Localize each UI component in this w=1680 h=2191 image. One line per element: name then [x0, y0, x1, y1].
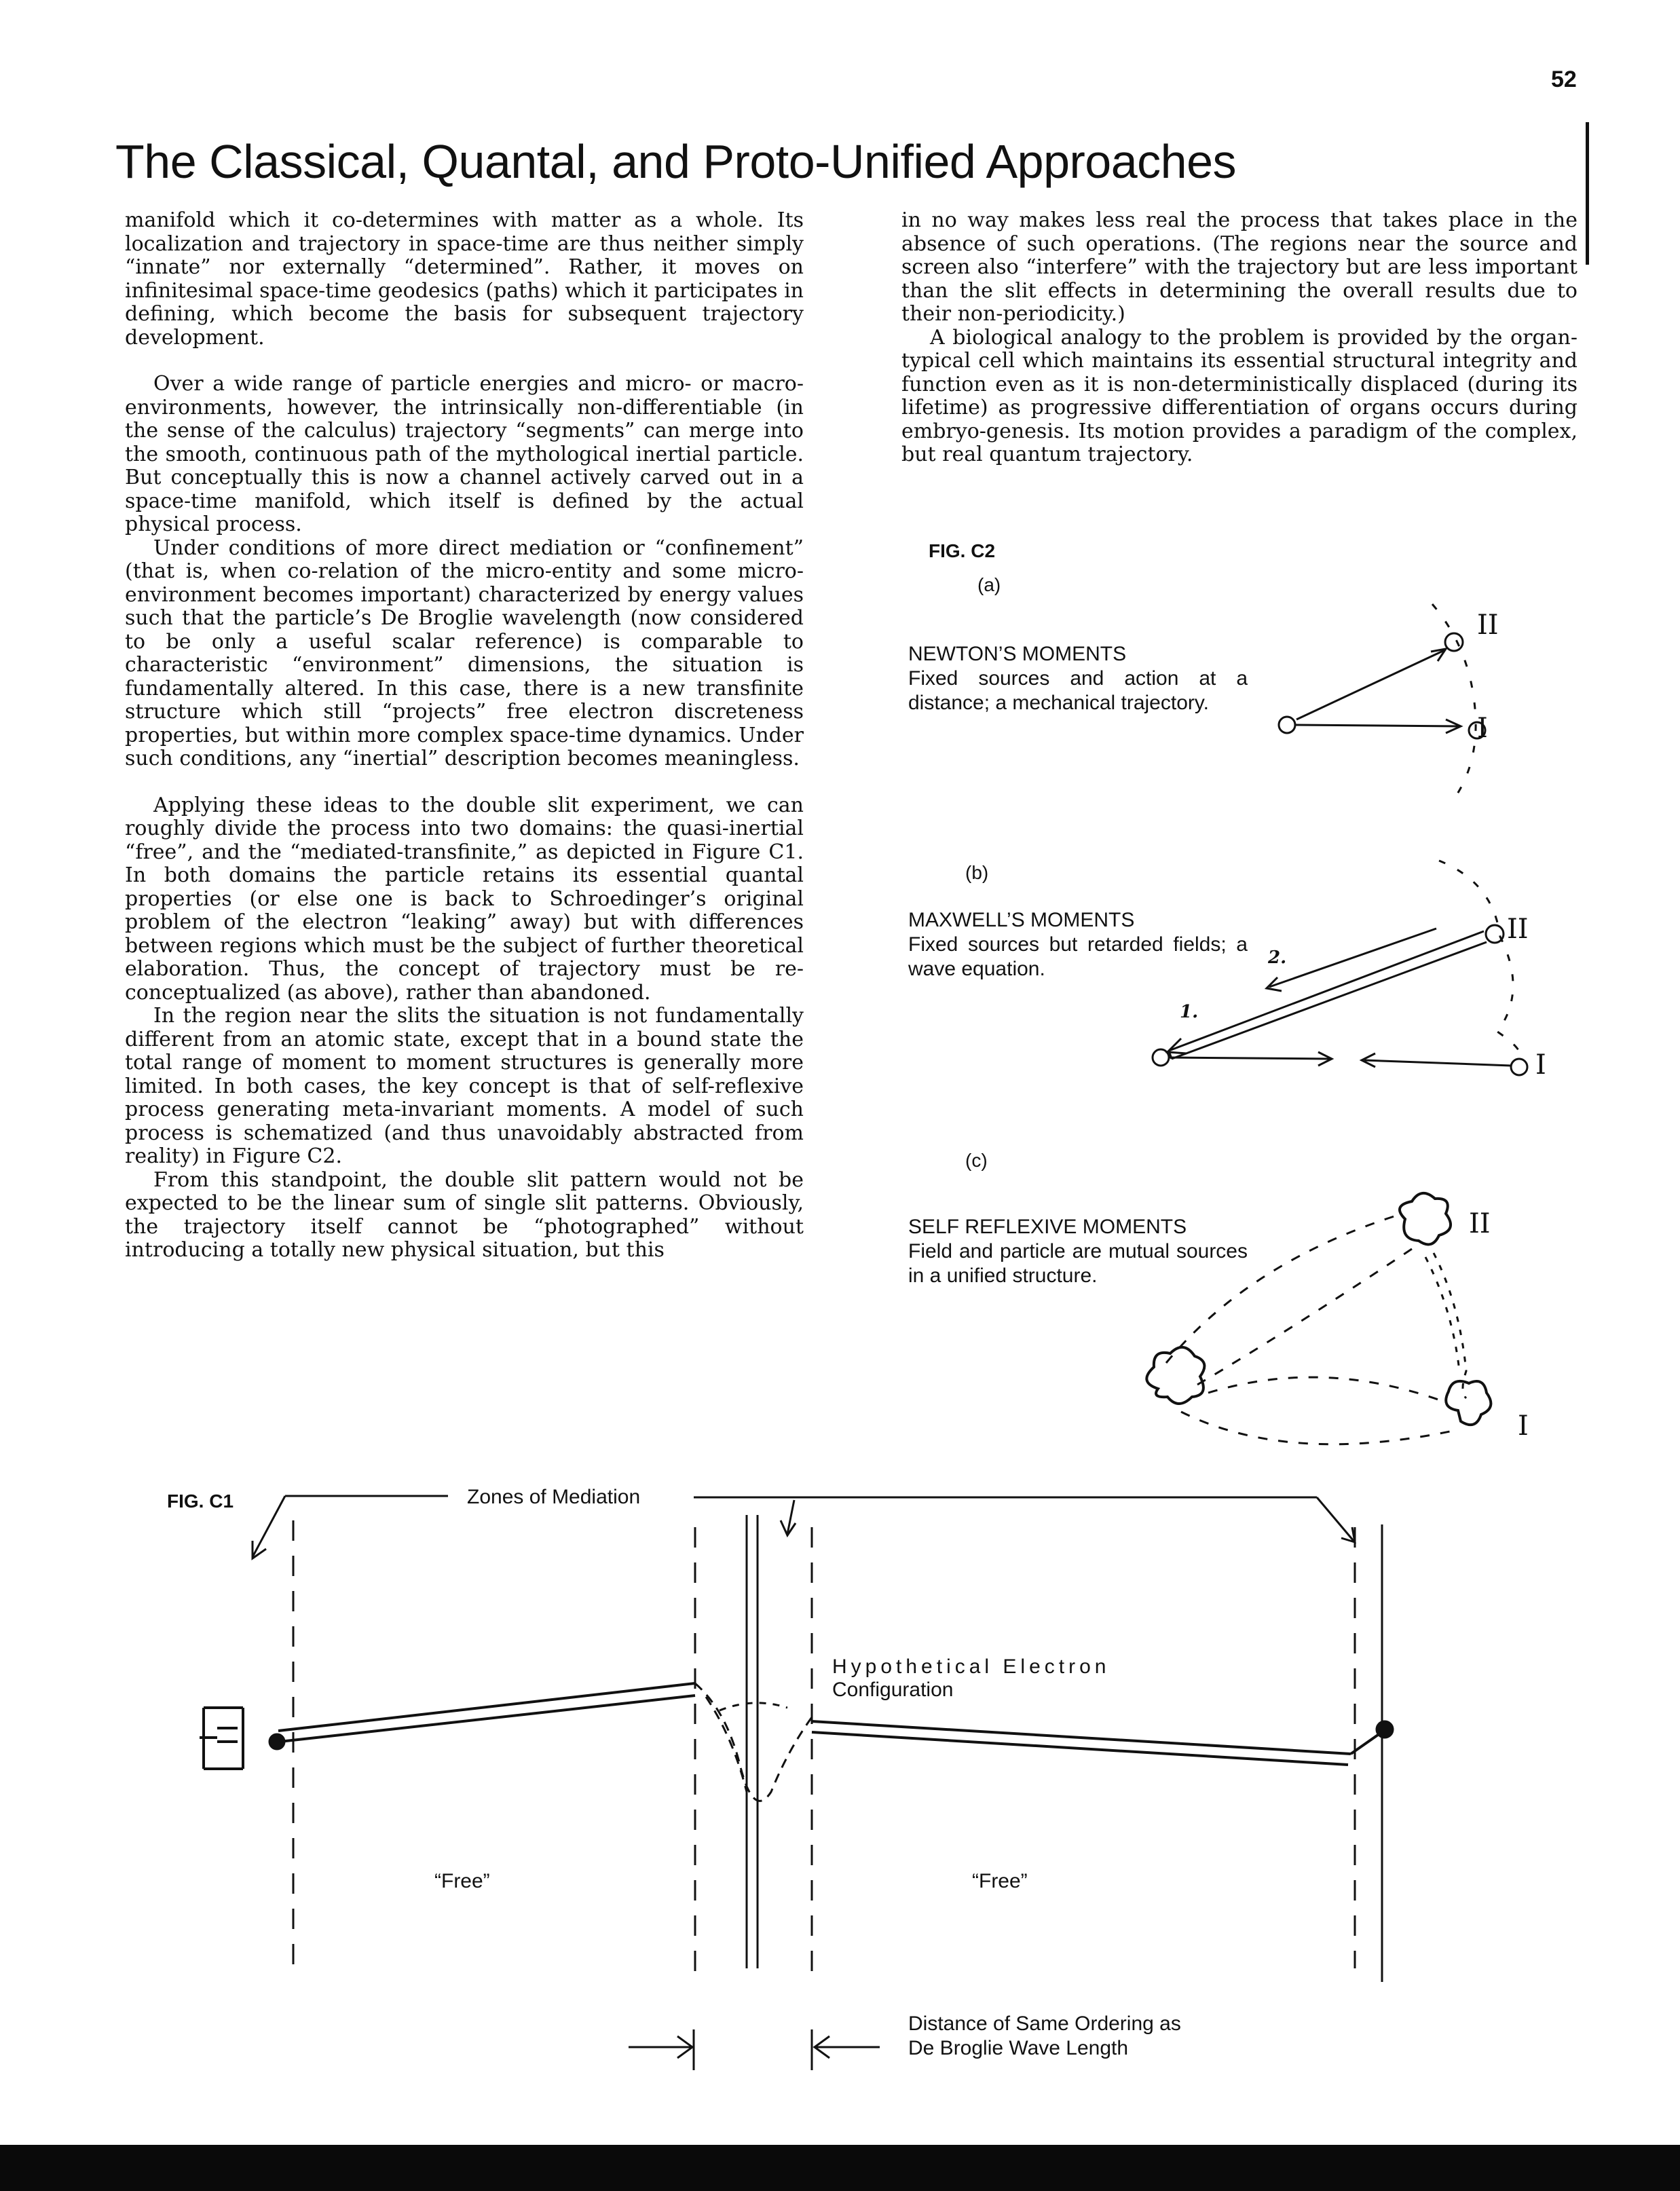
- fig-c2a-diagram: [1279, 604, 1485, 801]
- page-title: The Classical, Quantal, and Proto-Unified Approaches: [115, 135, 1237, 188]
- fig-c2b-mark-top: II: [1507, 914, 1529, 945]
- paragraph: A biological analogy to the problem is provided by the organ-typical cell which maintains its essential structural integrity and function even as it is non-deterministically displaced (during its lifetime) as progressive differentiation of organs occurs during embryo-genesis. Its motion provides a paradigm of the complex, but real quantum trajectory.: [901, 325, 1578, 466]
- fig-c2b-num-1: 1.: [1180, 1002, 1199, 1022]
- paragraph: Under conditions of more direct mediation or “confinement” (that is, when co-relation of the micro-entity and some micro-environment becomes important) characterized by energy values such that the particle’s De Broglie wavelength (now considered to be only a useful scalar reference) is comparable to characteristic “environment” dimensions, the situation is fundamentally altered. In this case, there is a new transfinite structure which still “projects” free electron discreteness properties, but within more complex space-time dynamics. Under such conditions, any “inertial” description becomes meaningless.: [125, 536, 804, 770]
- paragraph: Over a wide range of particle energies and micro- or macro-environments, however, the intrinsically non-differentiable (in the sense of the calculus) trajectory “segments” can merge into the smooth, continuous path of the mythological inertial particle. But conceptually this is now a channel actively carved out in a space-time manifold, which itself is defined by the actual physical process.: [125, 372, 804, 536]
- electron-label-line1: Hypothetical Electron: [832, 1655, 1110, 1678]
- fig-c2c-heading: SELF REFLEXIVE MOMENTS: [908, 1216, 1187, 1238]
- fig-c1-diagram: [200, 1496, 1393, 2070]
- fig-c2b-diagram: [1153, 861, 1527, 1075]
- fig-c2b-mark-bottom: I: [1535, 1049, 1546, 1081]
- paragraph: From this standpoint, the double slit pattern would not be expected to be the linear sum of single slit patterns. Obviously, the trajectory itself cannot be “photographed” without introducing a totally new physical situation, but this: [125, 1167, 804, 1262]
- fig-c2a-mark-top: II: [1477, 610, 1499, 641]
- distance-label-line2: De Broglie Wave Length: [908, 2037, 1129, 2059]
- fig-c2a-tag: (a): [977, 574, 1001, 595]
- fig-c1-label: FIG. C1: [167, 1491, 234, 1512]
- fig-c2b-desc: Fixed sources but retarded fields; a wave equation.: [908, 933, 1248, 980]
- fig-c2c-diagram: [1146, 1193, 1491, 1444]
- free-label-left: “Free”: [434, 1870, 490, 1892]
- fig-c2c-mark-bottom: I: [1518, 1410, 1529, 1442]
- paragraph: in no way makes less real the process that takes place in the absence of such operations. (The regions near the source and screen also “interfere” with the trajectory but are less important than the slit effects in determining the overall results due to their non-periodicity.): [901, 208, 1578, 326]
- zones-of-mediation-label: Zones of Mediation: [467, 1486, 641, 1508]
- fig-c2a-desc: Fixed sources and action at a distance; a mechanical trajectory.: [908, 667, 1248, 714]
- fig-c2b-num-2: 2.: [1268, 948, 1287, 968]
- paragraph: In the region near the slits the situation is not fundamentally different from an atomic state, except that in a bound state the total range of moment to moment structures is generally more limited. In both cases, the key concept is that of self-reflexive process generating meta-invariant moments. A model of such process is schematized (and thus unavoidably abstracted from reality) in Figure C2.: [125, 1004, 804, 1168]
- fig-c2b-heading: MAXWELL’S MOMENTS: [908, 909, 1135, 931]
- fig-c2a-heading: NEWTON’S MOMENTS: [908, 643, 1127, 665]
- fig-c2c-desc: Field and particle are mutual sources in a unified structure.: [908, 1240, 1248, 1287]
- fig-c2b-tag: (b): [965, 862, 989, 883]
- scan-edge-bar: [0, 2145, 1680, 2191]
- fig-c2a-mark-bottom: I: [1477, 713, 1488, 744]
- free-label-right: “Free”: [972, 1870, 1028, 1892]
- electron-label-line2: Configuration: [832, 1679, 954, 1701]
- distance-label-line1: Distance of Same Ordering as: [908, 2012, 1181, 2035]
- page-number: 52: [1551, 67, 1577, 92]
- fig-c2c-tag: (c): [965, 1150, 988, 1171]
- paragraph: Applying these ideas to the double slit experiment, we can roughly divide the process into two domains: the quasi-inertial “free”, and the “mediated-transfinite,” as depicted in Figure C1. In both domains the particle retains its essential quantal properties (or else one is back to Schroedinger’s original problem of the electron “leaking” away) but with differences between regions which must be the subject of further theoretical elaboration. Thus, the concept of trajectory must be re-conceptualized (as above), rather than abandoned.: [125, 793, 804, 1005]
- fig-c2c-mark-top: II: [1469, 1208, 1491, 1239]
- paragraph: manifold which it co-determines with matter as a whole. Its localization and trajectory in space-time are thus neither simply “innate” nor externally “determined”. Rather, it moves on infinitesimal space-time geodesics (paths) which it participates in defining, which become the basis for subsequent trajectory development.: [125, 208, 804, 350]
- fig-c2-label: FIG. C2: [929, 540, 996, 561]
